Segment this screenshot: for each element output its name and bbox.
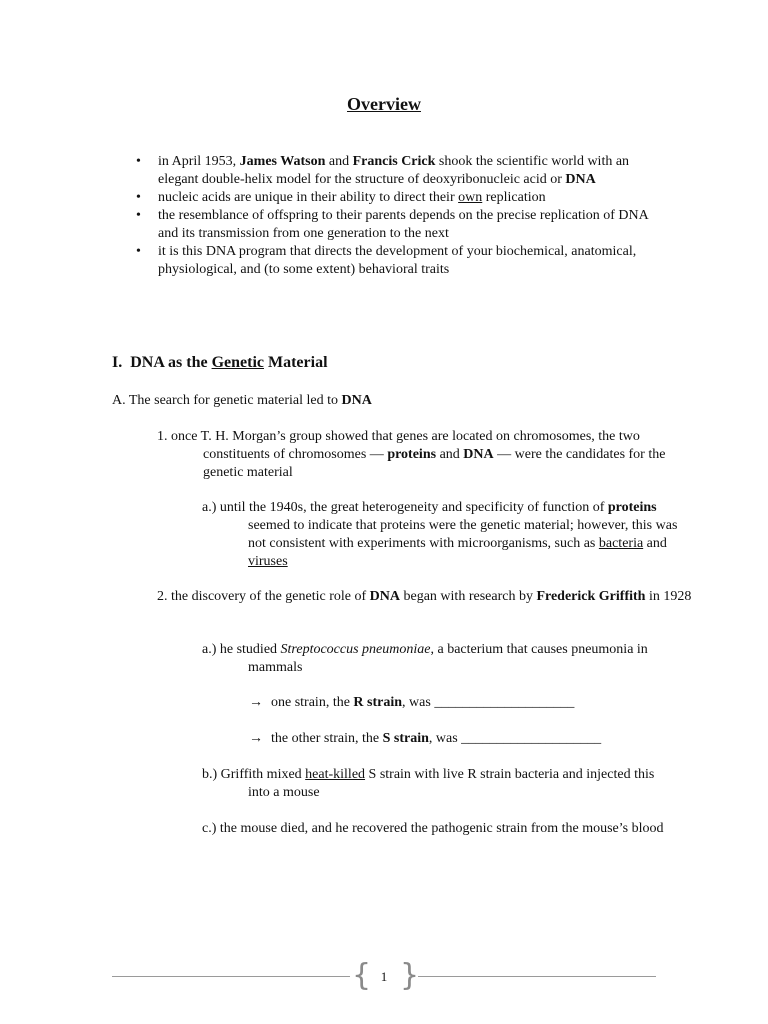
footer-bracket-right: } <box>400 958 420 993</box>
item-1: 1. once T. H. Morgan’s group showed that genes are located on chromosomes, the two constituents of chromosomes — proteins and DNA — were the candidates for the genetic material <box>157 429 666 480</box>
overview-list <box>158 153 658 279</box>
overview-bullet-2: • nucleic acids are unique in their ability to direct their own replication <box>158 189 658 207</box>
arrow-icon: → <box>249 695 263 710</box>
page-title: Overview <box>347 94 421 114</box>
subsection-a: A. The search for genetic material led to DNA <box>112 393 372 408</box>
arrow-item-s-strain: → the other strain, the S strain, was ____________________ <box>249 731 602 746</box>
overview-bullet-1: • in April 1953, James Watson and Francis Crick shook the scientific world with an elegant double-helix model for the structure of deoxyribonucleic acid or DNA <box>158 153 658 189</box>
overview-bullet-3: • the resemblance of offspring to their parents depends on the precise replication of DNA and its transmission from one generation to the next <box>158 207 658 243</box>
item-2a: a.) he studied Streptococcus pneumoniae, a bacterium that causes pneumonia in mammals <box>202 642 648 675</box>
item-2c: c.) the mouse died, and he recovered the pathogenic strain from the mouse’s blood <box>202 821 664 836</box>
footer-rule-left <box>112 976 350 977</box>
footer-bracket-left: { <box>352 958 372 993</box>
section-heading: I. DNA as the Genetic Material <box>112 354 328 371</box>
overview-bullet-4: • it is this DNA program that directs the development of your biochemical, anatomical, physiological, and (to some extent) behavioral traits <box>158 243 658 279</box>
item-2b: b.) Griffith mixed heat-killed S strain with live R strain bacteria and injected this into a mouse <box>202 767 655 800</box>
arrow-icon: → <box>249 731 263 746</box>
page-number: 1 <box>380 969 388 984</box>
item-1a: a.) until the 1940s, the great heterogeneity and specificity of function of proteins seemed to indicate that proteins were the genetic material; however, this was not consistent with experiments with microorganisms, such as bacteria and viruses <box>202 500 678 569</box>
footer-rule-right <box>418 976 656 977</box>
item-2: 2. the discovery of the genetic role of DNA began with research by Frederick Griffith in 1928 <box>157 589 692 604</box>
arrow-item-r-strain: → one strain, the R strain, was ____________________ <box>249 695 575 710</box>
